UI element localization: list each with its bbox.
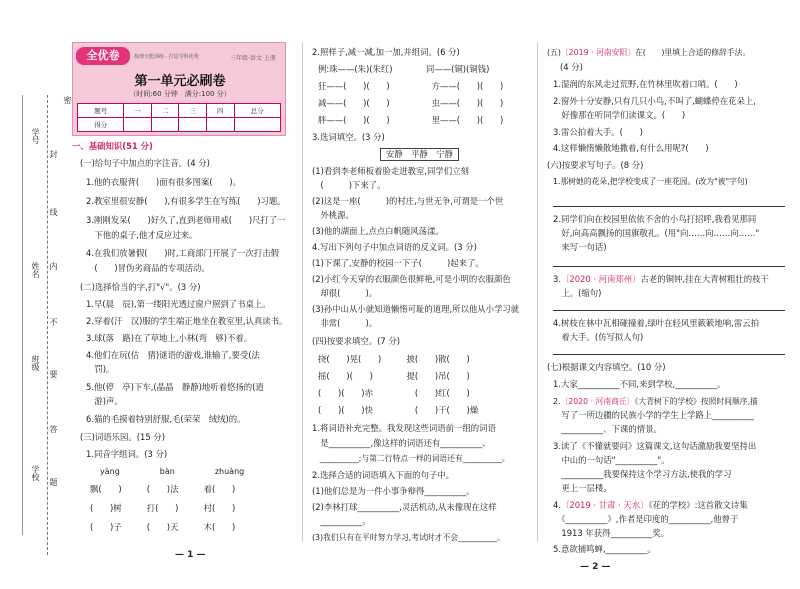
question-line: 2.教室里很安静( ),有很多学生在写练( )习题。 (86, 196, 286, 206)
score-input[interactable] (207, 118, 235, 132)
source-tag: 〔2020 · 河南商丘〕 (560, 397, 635, 406)
source-tag: 〔2019 · 河南安阳〕 (560, 48, 635, 57)
question-line: 1.大家__________不同,来到学校,__________。 (553, 379, 726, 389)
question-line: 4.树枝在林中瓦相碰撞着,绿叶在轻风里簌簌地响,雷云拍 (553, 318, 759, 328)
question-line: 2.照样子,减一减,加一加,并组词。(6 分) (312, 47, 460, 57)
question-line: __________、下课的情景。 (553, 424, 662, 434)
side-label-inner: 内 (49, 262, 58, 270)
question-line: 游)声。 (86, 396, 123, 406)
side-label-secret: 密 (63, 96, 72, 104)
brand-slogan: 梳理全能训练 · 打造学科优秀 (134, 54, 199, 60)
exam-info: （时间:60 分钟 满分:100 分） (129, 90, 231, 98)
answer-line[interactable] (553, 354, 785, 355)
question-line: 5.意欲捕鸣蝉,__________。 (553, 544, 656, 554)
question-line: (五)〔2019 · 河南安阳〕在( )里填上合适的修辞手法。 (547, 48, 751, 57)
question-line: ( )下来了。 (312, 180, 386, 190)
score-input[interactable] (151, 118, 179, 132)
question-line: 《__________》,作者是印度的__________,他曾于 (553, 514, 739, 524)
question-line: 4.写出下列句子中加点词语的反义词。(3 分) (312, 242, 477, 252)
question-line: 外桃源。 (312, 210, 354, 220)
question-line: __________。 (312, 516, 371, 526)
question-line: 下他的桌子,他才反应过来。 (86, 230, 198, 240)
question-line: (二)选择恰当的字,打"√"。(3 分) (80, 282, 201, 292)
source-tag: 〔2020 · 河南郑州〕 (561, 274, 641, 284)
question-line: 3.刚刚发呆( )好久了,直到老师用戒( )尺打了一 (86, 215, 286, 225)
side-label-answer: 答 (49, 425, 58, 433)
word-options: 安静 平静 宁静 (380, 148, 459, 161)
question-line: (1)他们总是为一件小事争辩得__________。 (312, 486, 475, 496)
question-line: 3.读了《不懂就要问》这篇课文,这句话激励我要坚持出 (553, 441, 757, 451)
question-line: 却很( )。 (312, 288, 378, 298)
question-line: (3)孙中山从小就知道懒惰可耻的道理,所以他从小学习就 (312, 304, 520, 314)
question-line: (四)按要求填空。(7 分) (312, 336, 401, 346)
score-input[interactable] (124, 118, 152, 132)
brand-logo: 全优卷 (76, 47, 130, 65)
question-line: 上。(缩句) (553, 288, 602, 298)
page-number: — 1 — (175, 550, 206, 560)
question-line: 好像那在听同学们读课文。( ) (553, 110, 686, 120)
side-label-must: 要 (49, 370, 58, 378)
column-divider (302, 42, 303, 542)
question-line: 来写一句话) (553, 242, 607, 252)
answer-line[interactable] (553, 266, 785, 267)
score-cell: 总分 (234, 104, 280, 118)
question-line: (1)下课了,安静的校园一下子( )起来了。 (312, 258, 484, 268)
question-line: 1913 年获得__________奖。 (553, 528, 670, 538)
question-line: __________;与第二行特点一样的词语还有__________。 (312, 454, 510, 463)
score-cell: 二 (151, 104, 179, 118)
question-line: 1.同音字组词。(3 分) (86, 449, 168, 459)
question-line: 好,向高高飘扬的国旗敬礼。(用"向……向……向……" (553, 228, 760, 238)
answer-row: ( )( )快 ( )干( )燥 (318, 405, 479, 415)
section-heading: 一、基础知识(51 分) (72, 141, 153, 151)
side-label-class: 班级 (31, 355, 40, 371)
side-label-line: 线 (49, 208, 58, 216)
column-divider (537, 42, 538, 542)
question-line: 1.湿润的东风走过荒野,在竹林里吹着口哨。( ) (553, 79, 738, 89)
question-line: __________我要保持这个学习方法,使我的学习 (553, 469, 732, 479)
question-line: (2)小红今天穿的衣服颜色很鲜艳,可是小明的衣服颜色 (312, 274, 511, 284)
question-line: (1)看到李老师板着脸走进教室,同学们立刻 (312, 166, 469, 176)
question-line: 更上一层楼。 (553, 483, 612, 493)
question-line: 2.窗外十分安静,只有几只小鸟,不叫了,蝴蝶停在花朵上, (553, 96, 756, 106)
question-line: 2.同学们向在校园里依依不舍的小鸟打招呼,我看见那同 (553, 214, 757, 224)
question-line: (一)给句子中加点的字注音。(4 分) (80, 158, 210, 168)
side-label-question: 题 (49, 478, 58, 486)
score-input[interactable] (179, 118, 207, 132)
answer-row: 飘( ) ( )法 着( ) (90, 484, 236, 494)
cut-line (22, 95, 23, 535)
answer-row: 减——( )( ) 虫——( )( ) (318, 98, 504, 108)
question-line: 写了一所边疆的民族小学的学生上学路上__________ (553, 410, 754, 420)
question-line: 3.选词填空。(3 分) (312, 132, 385, 142)
question-line: ( )冒伪劣商品的专项活动。 (86, 263, 210, 273)
exam-title: 第一单元必刷卷 (134, 74, 226, 89)
question-line: 2.选择合适的词语填入下面的句子中。 (312, 470, 454, 480)
side-label-school: 学校 (31, 465, 40, 481)
question-line: 2.穿着(汗 汉)服的学生端正地坐在教室里,认真读书。 (86, 316, 288, 326)
question-line: 非常( )。 (312, 318, 378, 328)
question-line: 例:珠——(朱)(朱红) 同——(铜)(铜钱) (318, 64, 490, 74)
question-line: (七)根据课文内容填空。(10 分) (547, 362, 666, 372)
answer-row: 狂——( )( ) 方——( )( ) (318, 81, 504, 91)
side-label-student-id: 学号 (31, 128, 40, 144)
question-line: (3)我们只有在平时努力学习,考试时才不会__________。 (312, 533, 505, 542)
question-line: 是__________,像这样的词语还有__________、 (312, 438, 491, 448)
question-line: (六)按要求写句子。(8 分) (547, 160, 644, 170)
source-tag: 〔2019 · 甘肃 · 天水〕 (561, 500, 649, 510)
answer-row: ( )( )赤 ( )红( ) (318, 388, 470, 398)
question-line: 3.球(落 路)在了草地上,小林(弯 够)不着。 (86, 333, 253, 343)
question-line: 着大手。(仿写拟人句) (553, 332, 644, 342)
question-line: 3.雷公拍着大手。( ) (553, 127, 643, 137)
question-line: 中山的一句话"__________"。 (553, 455, 670, 465)
score-cell: 四 (207, 104, 235, 118)
question-line: 3.〔2020 · 河南郑州〕古老的铜钟,挂在大青树粗壮的枝干 (553, 274, 769, 284)
score-input[interactable] (234, 118, 280, 132)
score-value-row (78, 118, 281, 132)
grade-meta: 三年级·语文·上册 (230, 55, 276, 62)
side-label-seal: 封 (49, 150, 58, 158)
pinyin-row: yàng bàn zhuàng (100, 467, 245, 476)
answer-line[interactable] (553, 310, 785, 311)
question-line: (3)他的湖面上,点点白帆随风荡漾。 (312, 226, 444, 236)
answer-line[interactable] (553, 206, 785, 207)
score-cell: 一 (124, 104, 152, 118)
binding-strip (0, 0, 72, 589)
score-header-row (78, 104, 281, 118)
score-table (77, 103, 281, 132)
question-line: (2)这是一座( )的村庄,与世无争,可谓是一个世 (312, 196, 504, 206)
question-line: 1.那树她的花朵,把学校变成了一座花园。(改为"被"字句) (553, 177, 748, 186)
answer-row: 挠( )晃( ) 披( )散( ) (318, 354, 470, 364)
question-line: 2.〔2020 · 河南商丘〕《大青树下的学校》按照时间顺序,描 (553, 397, 758, 406)
question-line: (4 分) (560, 62, 583, 72)
question-line: 4.这样懒惰懒散地撒着,有什么用呢?( ) (553, 143, 709, 153)
side-label-name: 姓名 (31, 262, 40, 278)
question-line: 罚)。 (86, 364, 115, 374)
question-line: 5.他(停 亭)下车,(晶晶 静静)地听着悠扬的(逍 (86, 382, 264, 392)
answer-row: ( )子 ( )天 木( ) (90, 522, 236, 532)
question-line: 6.猫的毛摸着特别舒服,毛(荣荣 绒绒)的。 (86, 414, 246, 424)
word-choice-box (380, 148, 463, 161)
score-cell: 得分 (78, 118, 124, 132)
question-line: 1.将词语补充完整。我发现这些词语前一组的词语 (312, 423, 496, 433)
question-line: 4.〔2019 · 甘肃 · 天水〕《花的学校》:这首散文诗集 (553, 500, 748, 510)
question-line: 1.早(晨 辰),第一缕阳光透过窗户照到了书桌上。 (86, 299, 271, 309)
question-line: 1.他的衣服背( )面有很多图案( )。 (86, 177, 242, 187)
answer-row: 胖——( )( ) 里——( )( ) (318, 115, 504, 125)
question-line: 4.在我们放暑假( )时,工商部门开展了一次打击假 (86, 248, 280, 258)
question-line: 4.他们在玩(估 猜)谜语的游戏,谁输了,要受(法 (86, 350, 260, 360)
question-line: (2)李林打球__________,灵活机动,从未像现在这样 (312, 502, 497, 512)
answer-row: 摇( )( ) 提( )吊( ) (318, 371, 470, 381)
score-cell: 三 (179, 104, 207, 118)
question-line: (三)词语乐园。(15 分) (80, 432, 166, 442)
side-label-not: 不 (49, 318, 58, 326)
answer-row: ( )树 打( ) 村( ) (90, 503, 236, 513)
page-number: — 2 — (580, 562, 611, 572)
score-cell: 题号 (78, 104, 124, 118)
